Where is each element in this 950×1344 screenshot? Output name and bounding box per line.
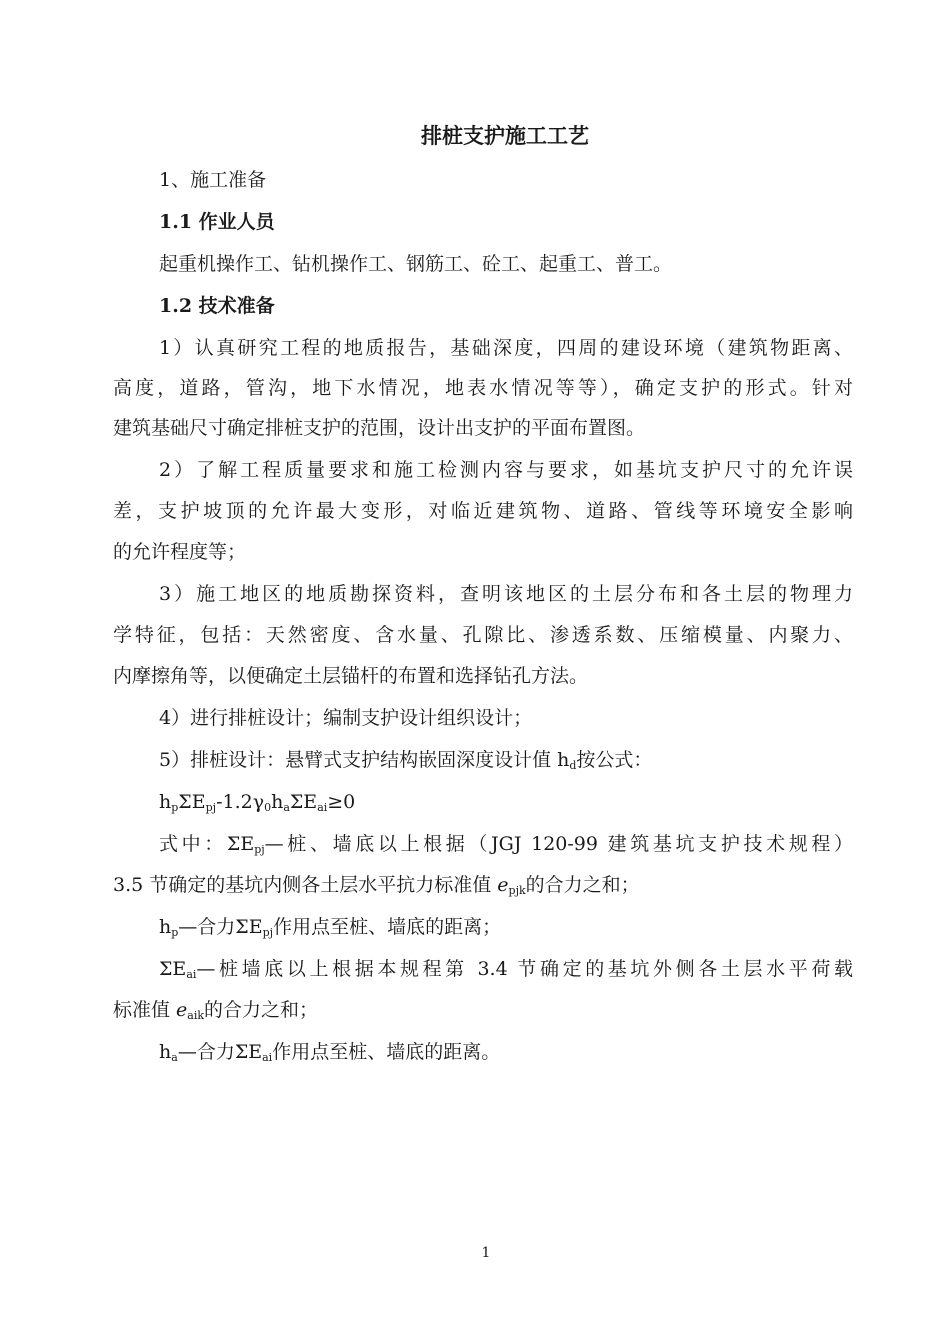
formula-sum-e: ΣE [178, 791, 206, 813]
document-title: 排桩支护施工工艺 [421, 123, 589, 148]
definition-1-text: —桩、墙底以上根据（JGJ 120-99 建筑基坑支护技术规程） [264, 833, 853, 855]
definition-1-line-2 [113, 871, 853, 899]
personnel-text: 起重机操作工、钻机操作工、钢筋工、砼工、起重工、普工。 [159, 253, 673, 275]
section-heading-1: 1、施工准备 [159, 169, 267, 191]
paragraph-3-line-2: 学特征，包括：天然密度、含水量、孔隙比、渗透系数、压缩模量、内聚力、 [113, 624, 853, 646]
definition-3-text-2: 标准值 [113, 999, 177, 1021]
definition-4-sub-ai: ai [262, 1051, 273, 1064]
definition-1-line-1 [159, 830, 853, 858]
definition-3-line-2 [113, 996, 853, 1024]
formula-sub-a: a [283, 801, 290, 814]
definition-4-h: h [159, 1041, 172, 1063]
paragraph-1-line-3: 建筑基础尺寸确定排桩支护的范围，设计出支护的平面布置图。 [113, 417, 646, 439]
formula-line [159, 788, 853, 816]
paragraph-3-line-3: 内摩擦角等，以便确定土层锚杆的布置和选择钻孔方法。 [113, 665, 589, 687]
formula-h: h [159, 791, 172, 813]
definition-1-prefix: 式中：ΣE [159, 833, 255, 855]
formula-sub-p: p [171, 801, 179, 814]
formula-gamma: -1.2γ [216, 791, 265, 813]
definition-2 [159, 913, 853, 941]
definition-2-h: h [159, 916, 172, 938]
paragraph-1-line-1: 1）认真研究工程的地质报告，基础深度，四周的建设环境（建筑物距离、 [159, 337, 853, 359]
definition-1-sub-pj: pj [254, 843, 265, 856]
definition-3-e: e [176, 999, 188, 1021]
formula-h-a: h [271, 791, 284, 813]
definition-3-text-3: 的合力之和； [204, 999, 319, 1021]
paragraph-5 [159, 746, 853, 774]
page-number: 1 [481, 1245, 491, 1261]
paragraph-2-line-2: 差，支护坡顶的允许最大变形，对临近建筑物、道路、管线等环境安全影响 [113, 500, 853, 522]
definition-1-sub-pjk: pjk [508, 884, 526, 897]
formula-sub-pj: pj [205, 801, 217, 814]
section-heading-1-1: 1.1 作业人员 [159, 211, 275, 233]
paragraph-5-text-end: 按公式： [576, 749, 653, 771]
definition-3-sub-aik: aik [187, 1009, 205, 1022]
paragraph-1-line-2: 高度，道路，管沟，地下水情况，地表水情况等等），确定支护的形式。针对 [113, 377, 853, 399]
formula-sub-0: 0 [264, 801, 272, 814]
definition-2-text-2: 作用点至桩、墙底的距离； [273, 916, 502, 938]
formula-sub-ai: ai [317, 801, 328, 814]
definition-1-e: e [497, 874, 509, 896]
definition-3-sub-ai: ai [186, 968, 197, 981]
definition-3-line-1 [159, 955, 853, 983]
paragraph-3-line-1: 3）施工地区的地质勘探资料，查明该地区的土层分布和各土层的物理力 [159, 583, 853, 605]
paragraph-4: 4）进行排桩设计；编制支护设计组织设计； [159, 707, 533, 729]
definition-3-text: —桩墙底以上根据本规程第 3.4 节确定的基坑外侧各土层水平荷载 [196, 958, 853, 980]
definition-3-sum-e: ΣE [159, 958, 187, 980]
definition-4-sub-a: a [171, 1051, 178, 1064]
subscript-d: d [569, 759, 577, 772]
definition-4-text-2: 作用点至桩、墙底的距离。 [272, 1041, 501, 1063]
formula-sum-e-ai: ΣE [289, 791, 318, 813]
definition-4-text: —合力ΣE [177, 1041, 263, 1063]
paragraph-2-line-3: 的允许程度等； [113, 541, 247, 563]
definition-4 [159, 1038, 853, 1066]
paragraph-5-text: 5）排桩设计：悬臂式支护结构嵌固深度设计值 h [159, 749, 570, 771]
definition-1-text-2: 3.5 节确定的基坑内侧各土层水平抗力标准值 [113, 874, 498, 896]
definition-2-text: —合力ΣE [178, 916, 263, 938]
definition-2-sub-p: p [171, 926, 179, 939]
formula-geq-zero: ≥0 [327, 791, 356, 813]
definition-1-text-3: 的合力之和； [525, 874, 640, 896]
paragraph-2-line-1: 2）了解工程质量要求和施工检测内容与要求，如基坑支护尺寸的允许误 [159, 459, 853, 481]
definition-2-sub-pj: pj [262, 926, 274, 939]
section-heading-1-2: 1.2 技术准备 [159, 295, 275, 317]
